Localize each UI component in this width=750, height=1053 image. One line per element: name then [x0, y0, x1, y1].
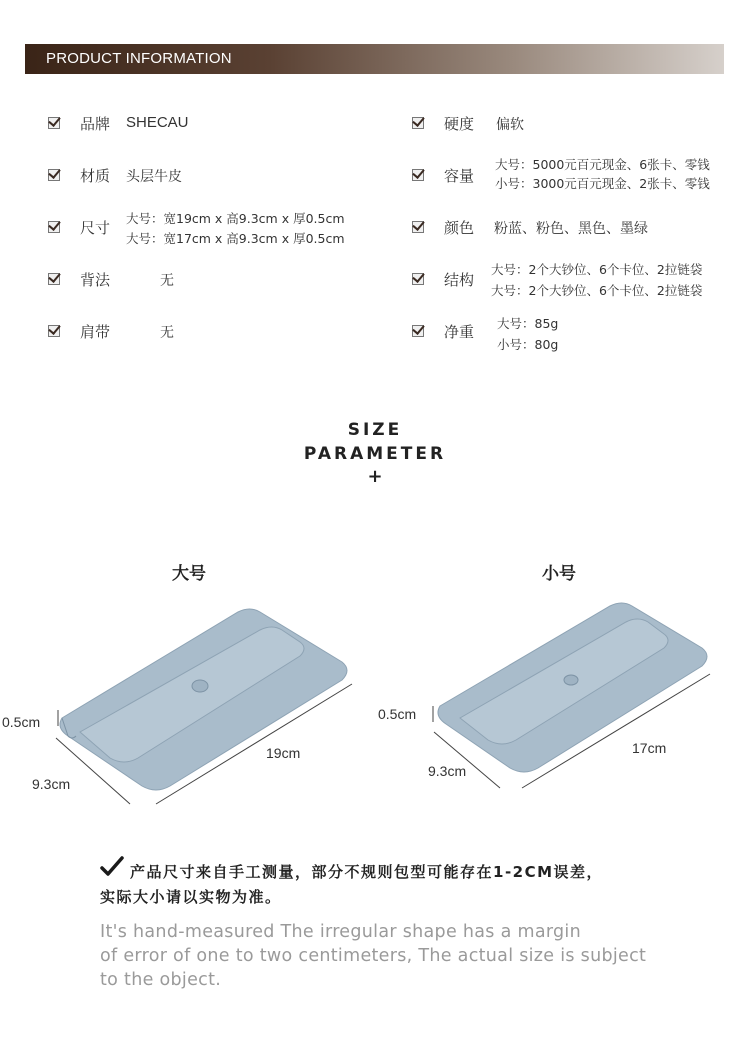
- checkbox-icon: [412, 325, 424, 337]
- spec-label: 尺寸: [80, 219, 111, 237]
- spec-value: 无: [160, 273, 174, 289]
- spec-value: 大号：85g: [497, 316, 559, 331]
- header-title: PRODUCT INFORMATION: [46, 50, 232, 67]
- small-height-label: 9.3cm: [428, 763, 467, 779]
- checkbox-icon: [48, 325, 60, 337]
- spec-label: 净重: [444, 323, 475, 341]
- size-title-line1: SIZE: [347, 420, 403, 440]
- spec-value: 大号：宽19cm x 高9.3cm x 厚0.5cm: [126, 211, 345, 226]
- checkbox-icon: [48, 117, 60, 129]
- checkbox-icon: [412, 273, 424, 285]
- large-length-label: 19cm: [266, 745, 301, 761]
- small-wallet-illustration: [420, 590, 740, 810]
- checkbox-icon: [412, 169, 424, 181]
- spec-value: 无: [160, 325, 174, 341]
- checkbox-icon: [412, 117, 424, 129]
- spec-label: 材质: [80, 167, 111, 185]
- note-en-line2: of error of one to two centimeters, The actual size is subject: [100, 946, 647, 966]
- note-en-line3: to the object.: [100, 970, 222, 990]
- checkbox-icon: [48, 221, 60, 233]
- spec-label: 肩带: [80, 323, 111, 341]
- model-small-label: 小号: [542, 564, 576, 584]
- spec-label: 背法: [80, 271, 111, 289]
- spec-value: 大号：5000元百元现金、6张卡、零钱: [495, 157, 710, 172]
- spec-label: 硬度: [444, 115, 475, 133]
- spec-value: 小号：3000元百元现金、2张卡、零钱: [495, 176, 710, 191]
- size-title-line2: PARAMETER: [303, 444, 447, 464]
- spec-value: SHECAU: [126, 114, 189, 131]
- spec-label: 结构: [444, 271, 475, 289]
- model-large-label: 大号: [172, 564, 206, 584]
- header-banner: [25, 44, 724, 74]
- note-en-line1: It's hand-measured The irregular shape has a margin: [100, 922, 581, 942]
- spec-value: 大号：2个大钞位、6个卡位、2拉链袋: [491, 262, 703, 277]
- checkbox-icon: [48, 273, 60, 285]
- note-cn-line1: 产品尺寸来自手工测量，部分不规则包型可能存在1-2CM误差，: [130, 863, 604, 881]
- spec-label: 品牌: [80, 115, 111, 133]
- spec-value: 大号：2个大钞位、6个卡位、2拉链袋: [491, 283, 703, 298]
- large-thickness-label: 0.5cm: [2, 714, 41, 730]
- small-length-label: 17cm: [632, 740, 667, 756]
- spec-value: 头层牛皮: [126, 169, 182, 185]
- small-thickness-label: 0.5cm: [378, 706, 417, 722]
- checkbox-icon: [48, 169, 60, 181]
- large-height-label: 9.3cm: [32, 776, 71, 792]
- spec-value: 粉蓝、粉色、黑色、墨绿: [494, 221, 648, 237]
- spec-value: 偏软: [496, 117, 524, 133]
- spec-label: 容量: [444, 167, 475, 185]
- note-cn-line2: 实际大小请以实物为准。: [100, 888, 282, 906]
- spec-value: 大号：宽17cm x 高9.3cm x 厚0.5cm: [126, 231, 345, 246]
- plus-icon: +: [367, 466, 383, 487]
- checkmark-icon: [100, 856, 124, 878]
- spec-label: 颜色: [444, 219, 475, 237]
- spec-value: 小号：80g: [497, 337, 559, 352]
- checkbox-icon: [412, 221, 424, 233]
